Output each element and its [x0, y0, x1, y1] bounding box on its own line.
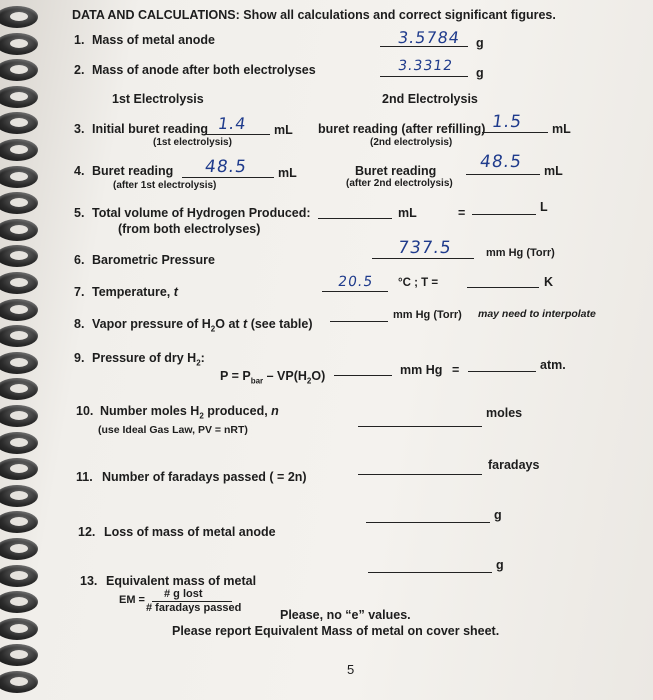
item-7-label: Temperature, t: [92, 285, 178, 299]
heading-1st-electrolysis: 1st Electrolysis: [112, 92, 204, 106]
spiral-ring: [0, 671, 38, 693]
answer-line[interactable]: [368, 572, 492, 573]
spiral-ring: [0, 458, 38, 480]
item-11-number: 11.: [76, 470, 93, 484]
unit-label: g: [496, 558, 504, 572]
item-9-number: 9.: [74, 351, 85, 365]
unit-label: mL: [274, 123, 293, 137]
answer-line[interactable]: [334, 375, 392, 376]
spiral-ring: [0, 299, 38, 321]
item-10-number: 10.: [76, 404, 94, 418]
spiral-ring: [0, 112, 38, 134]
unit-label: g: [476, 36, 484, 50]
unit-label: mL: [398, 206, 417, 220]
em-label: EM =: [119, 594, 145, 606]
spiral-ring: [0, 59, 38, 81]
spiral-binding: [0, 0, 44, 700]
spiral-ring: [0, 432, 38, 454]
item-1-label: Mass of metal anode: [92, 33, 215, 47]
refill-buret-value[interactable]: 1.5: [490, 112, 524, 132]
dry-pressure-formula: $P = P_{bar} - VP(H_2O)$: [220, 369, 326, 386]
unit-label: °C ; T =: [398, 277, 439, 289]
mass-anode-value[interactable]: 3.5784: [396, 28, 462, 47]
answer-line: [372, 258, 474, 259]
answer-line[interactable]: [366, 522, 490, 523]
unit-label: K: [544, 275, 554, 289]
item-8-label: Vapor pressure of $H_2O$ at t (see table): [92, 317, 313, 334]
unit-label: mL: [278, 166, 297, 180]
spiral-ring: [0, 245, 38, 267]
answer-line: [466, 174, 540, 175]
item-5-number: 5.: [74, 206, 85, 220]
spiral-ring: [0, 405, 38, 427]
answer-line[interactable]: [358, 474, 482, 475]
spiral-ring: [0, 166, 38, 188]
item-5-sub: (from both electrolyses): [118, 222, 261, 236]
spiral-ring: [0, 219, 38, 241]
item-4-label: Buret reading: [92, 164, 174, 178]
heading-2nd-electrolysis: 2nd Electrolysis: [382, 92, 478, 106]
mass-anode-after-value[interactable]: 3.3312: [396, 58, 455, 74]
answer-line[interactable]: [358, 426, 482, 427]
spiral-ring: [0, 378, 38, 400]
item-4-number: 4.: [74, 164, 85, 178]
answer-line[interactable]: [472, 214, 536, 215]
item-12-label: Loss of mass of metal anode: [104, 525, 276, 539]
answer-line: [380, 76, 468, 77]
footer-note-2: Please report Equivalent Mass of metal on cover sheet.: [172, 624, 500, 638]
item-6-label: Barometric Pressure: [92, 253, 215, 267]
spiral-ring: [0, 86, 38, 108]
answer-line: [204, 134, 270, 135]
unit-label: mm Hg (Torr): [486, 247, 555, 259]
unit-label: mm Hg: [400, 363, 443, 377]
item-10-label: Number moles $H_2$ produced, n: [100, 404, 279, 421]
item-10-sub: (use Ideal Gas Law, PV = nRT): [98, 424, 248, 436]
unit-label: g: [494, 508, 502, 522]
spiral-ring: [0, 485, 38, 507]
barometric-pressure-value[interactable]: 737.5: [396, 238, 454, 258]
em-numerator: # g lost: [164, 588, 203, 600]
spiral-ring: [0, 33, 38, 55]
item-11-label: Number of faradays passed ( = 2n): [102, 470, 307, 484]
item-6-number: 6.: [74, 253, 85, 267]
item-3-sub: (1st electrolysis): [153, 137, 232, 148]
spiral-ring: [0, 352, 38, 374]
spiral-ring: [0, 591, 38, 613]
footer-note-1: Please, no “e” values.: [280, 608, 411, 622]
interpolate-note: may need to interpolate: [478, 308, 596, 320]
item-13-label: Equivalent mass of metal: [106, 574, 257, 588]
answer-line: [482, 132, 548, 133]
item-2-number: 2.: [74, 63, 85, 77]
item-4-sub: (after 1st electrolysis): [113, 180, 217, 191]
buret-after-2nd-value[interactable]: 48.5: [478, 152, 524, 172]
unit-label: mL: [552, 122, 571, 136]
item-3b-label: buret reading (after refilling): [318, 122, 486, 136]
item-4b-sub: (after 2nd electrolysis): [346, 178, 453, 189]
answer-line[interactable]: [318, 218, 392, 219]
spiral-ring: [0, 325, 38, 347]
item-3b-sub: (2nd electrolysis): [370, 137, 453, 148]
spiral-ring: [0, 6, 38, 28]
initial-buret-value[interactable]: 1.4: [216, 114, 248, 133]
unit-label: moles: [486, 406, 523, 420]
buret-after-1st-value[interactable]: 48.5: [203, 157, 249, 177]
item-2-label: Mass of anode after both electrolyses: [92, 63, 316, 77]
unit-label: atm.: [540, 358, 566, 372]
temperature-celsius-value[interactable]: 20.5: [336, 274, 375, 290]
spiral-ring: [0, 511, 38, 533]
unit-label: L: [540, 200, 548, 214]
answer-line: [380, 46, 468, 47]
spiral-ring: [0, 139, 38, 161]
answer-line[interactable]: [330, 321, 388, 322]
item-5-label: Total volume of Hydrogen Produced:: [92, 206, 311, 220]
item-3-label: Initial buret reading: [92, 122, 208, 136]
answer-line[interactable]: [468, 371, 536, 372]
item-4b-label: Buret reading: [355, 164, 437, 178]
item-9-label: Pressure of dry $H_2$:: [92, 351, 205, 368]
spiral-ring: [0, 565, 38, 587]
spiral-ring: [0, 644, 38, 666]
spiral-ring: [0, 272, 38, 294]
answer-line: [322, 291, 388, 292]
item-13-number: 13.: [80, 574, 98, 588]
page-title: DATA AND CALCULATIONS: Show all calculations and correct significant figures.: [72, 8, 556, 22]
spiral-ring: [0, 618, 38, 640]
page-number: 5: [347, 662, 355, 677]
unit-label: faradays: [488, 458, 540, 472]
equals-sign: =: [458, 206, 466, 220]
answer-line: [182, 177, 274, 178]
item-7-number: 7.: [74, 285, 85, 299]
em-denominator: # faradays passed: [146, 602, 242, 614]
answer-line[interactable]: [467, 287, 539, 288]
spiral-ring: [0, 192, 38, 214]
unit-label: mm Hg (Torr): [393, 309, 462, 321]
unit-label: mL: [544, 164, 563, 178]
item-8-number: 8.: [74, 317, 85, 331]
equals-sign: =: [452, 363, 460, 377]
spiral-ring: [0, 538, 38, 560]
item-12-number: 12.: [78, 525, 96, 539]
unit-label: g: [476, 66, 484, 80]
item-3-number: 3.: [74, 122, 85, 136]
item-1-number: 1.: [74, 33, 85, 47]
